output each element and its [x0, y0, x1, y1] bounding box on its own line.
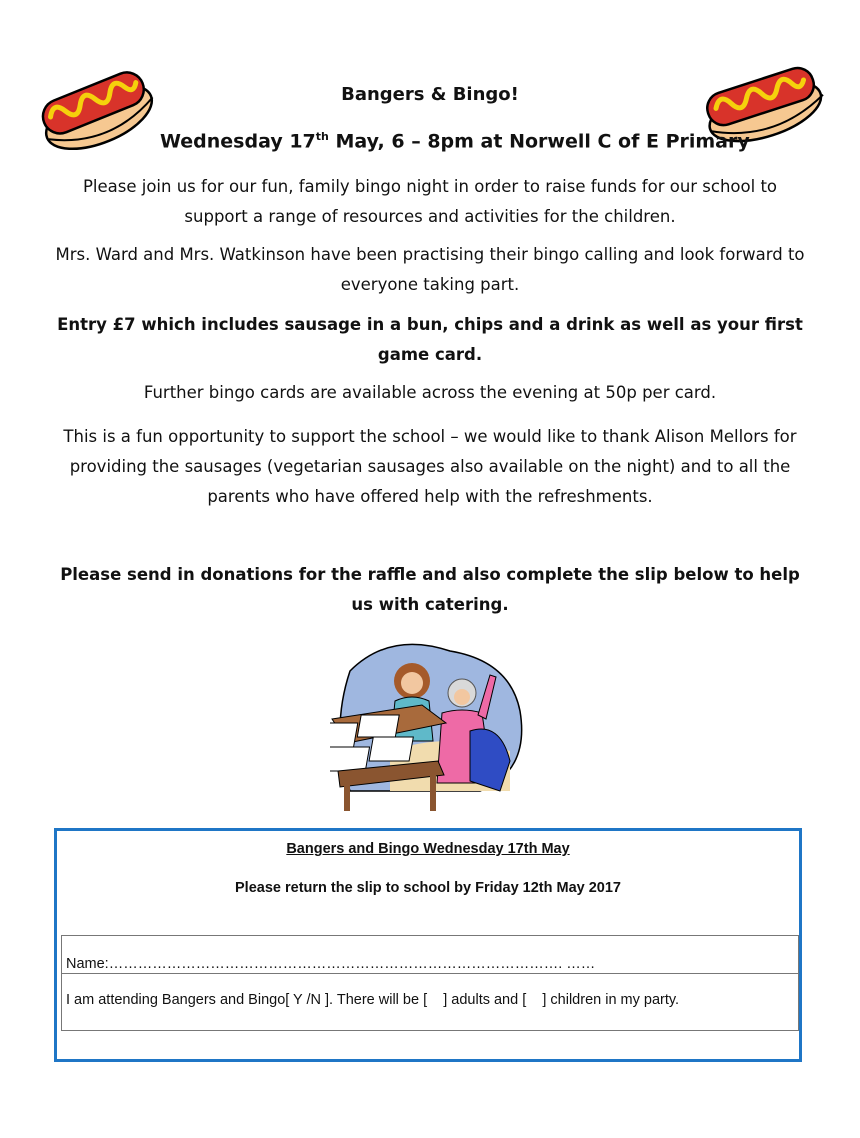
bingo-cards-paragraph: Further bingo cards are available across the evening at 50p per card.: [143, 383, 717, 402]
thanks-paragraph: This is a fun opportunity to support the school – we would like to thank Alison Mellors for providing the sausages (vegetarian sausages also available on the night) and to all the parents who have offered help with the refreshments.: [63, 427, 797, 506]
slip-name-field: Name:…………………………………………………………………………………. ……: [66, 956, 596, 972]
event-date-location: Wednesday 17th May, 6 – 8pm at Norwell C of E Primary: [160, 130, 750, 153]
bingo-players-illustration: [330, 631, 524, 813]
slip-name-row[interactable]: [62, 936, 798, 974]
slip-attendance-row[interactable]: [62, 974, 798, 1030]
donations-paragraph: Please send in donations for the raffle and also complete the slip below to help us with catering.: [60, 565, 800, 614]
slip-attendance-text: I am attending Bangers and Bingo[ Y /N ]. There will be [ ] adults and [ ] children in my party.: [66, 992, 680, 1008]
page-title: Bangers & Bingo!: [341, 84, 519, 105]
slip-title: Bangers and Bingo Wednesday 17th May: [286, 841, 570, 857]
slip-return-instructions: Please return the slip to school by Friday 12th May 2017: [235, 880, 621, 896]
callers-paragraph: Mrs. Ward and Mrs. Watkinson have been practising their bingo calling and look forward to everyone taking part.: [55, 245, 805, 294]
entry-price-paragraph: Entry £7 which includes sausage in a bun, chips and a drink as well as your first game card.: [57, 315, 803, 364]
return-slip: [54, 828, 802, 1062]
intro-paragraph: Please join us for our fun, family bingo night in order to raise funds for our school to support a range of resources and activities for the children.: [82, 177, 778, 226]
slip-form: [61, 935, 799, 1031]
